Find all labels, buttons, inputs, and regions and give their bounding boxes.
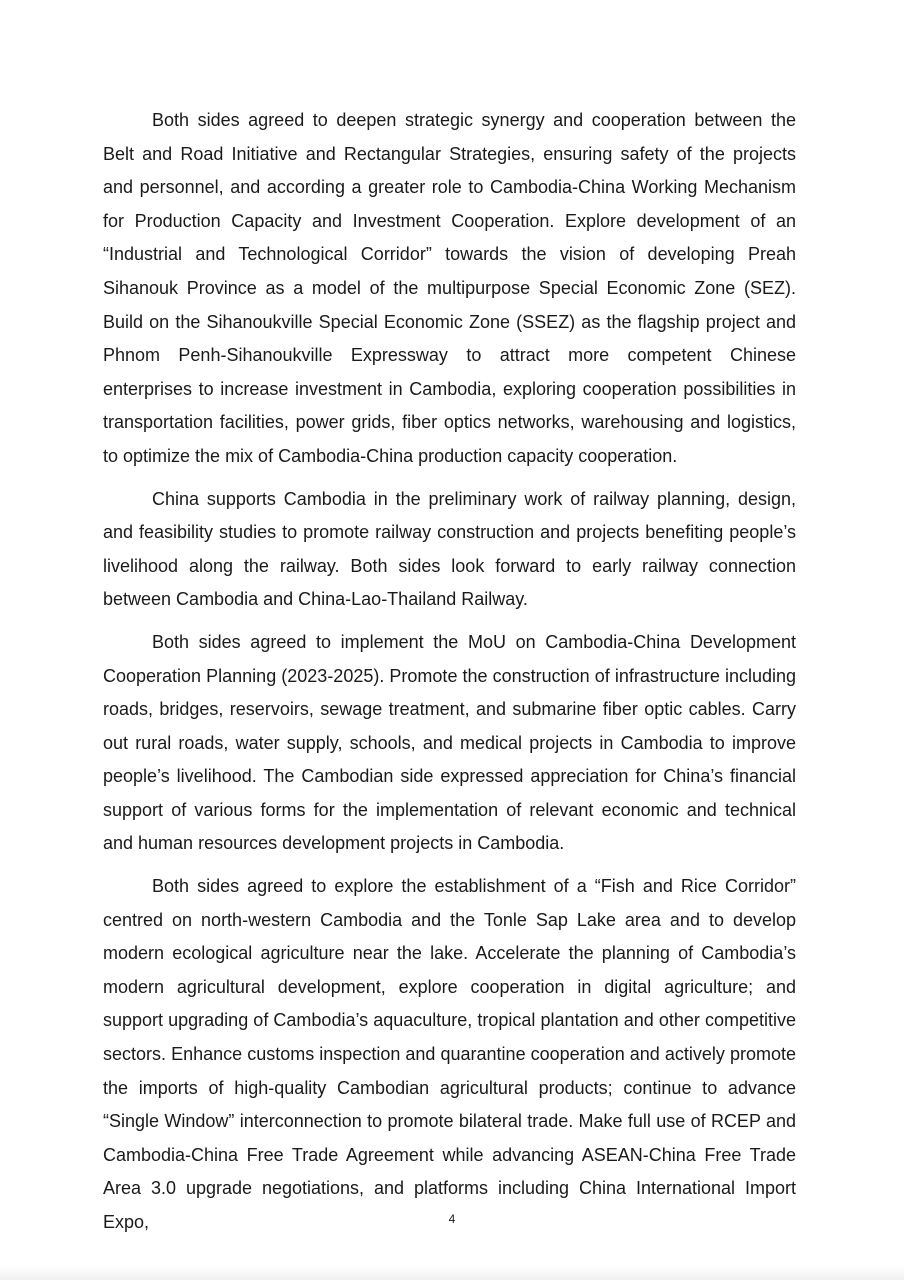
paragraph: Both sides agreed to implement the MoU on Cambodia-China Development Cooperation Planning (2023-2025). Promote the construction of infrastructure including roads, bridges, reservoirs, sewage treatment, and submarine fiber optic cables. Carry out rural roads, water supply, schools, and medical projects in Cambodia to improve people’s livelihood. The Cambodian side expressed appreciation for China’s financial support of various forms for the implementation of relevant economic and technical and human resources development projects in Cambodia. <box>103 631 796 854</box>
paragraph: China supports Cambodia in the preliminary work of railway planning, design, and feasibility studies to promote railway construction and projects benefiting people’s livelihood along the railway. Both sides look forward to early railway connection between Cambodia and China-Lao-Thailand Railway. <box>103 488 796 610</box>
page-number: 4 <box>448 1212 456 1226</box>
paragraph: Both sides agreed to explore the establishment of a “Fish and Rice Corridor” centred on north-western Cambodia and the Tonle Sap Lake area and to develop modern ecological agriculture near the lake. Accelerate the planning of Cambodia’s modern agricultural development, explore cooperation in digital agriculture; and support upgrading of Cambodia’s aquaculture, tropical plantation and other competitive sectors. Enhance customs inspection and quarantine cooperation and actively promote the imports of high-quality Cambodian agricultural products; continue to advance “Single Window” interconnection to promote bilateral trade. Make full use of RCEP and Cambodia-China Free Trade Agreement while advancing ASEAN-China Free Trade Area 3.0 upgrade negotiations, and platforms including China International Import Expo, <box>103 876 796 1232</box>
body-text <box>103 104 796 1249</box>
page-edge-shadow <box>0 1266 904 1280</box>
paragraph: Both sides agreed to deepen strategic synergy and cooperation between the Belt and Road Initiative and Rectangular Strategies, ensuring safety of the projects and personnel, and according a greater role to Cambodia-China Working Mechanism for Production Capacity and Investment Cooperation. Explore development of an “Industrial and Technological Corridor” towards the vision of developing Preah Sihanouk Province as a model of the multipurpose Special Economic Zone (SEZ). Build on the Sihanoukville Special Economic Zone (SSEZ) as the flagship project and Phnom Penh-Sihanoukville Expressway to attract more competent Chinese enterprises to increase investment in Cambodia, exploring cooperation possibilities in transportation facilities, power grids, fiber optics networks, warehousing and logistics, to optimize the mix of Cambodia-China production capacity cooperation. <box>103 110 796 466</box>
